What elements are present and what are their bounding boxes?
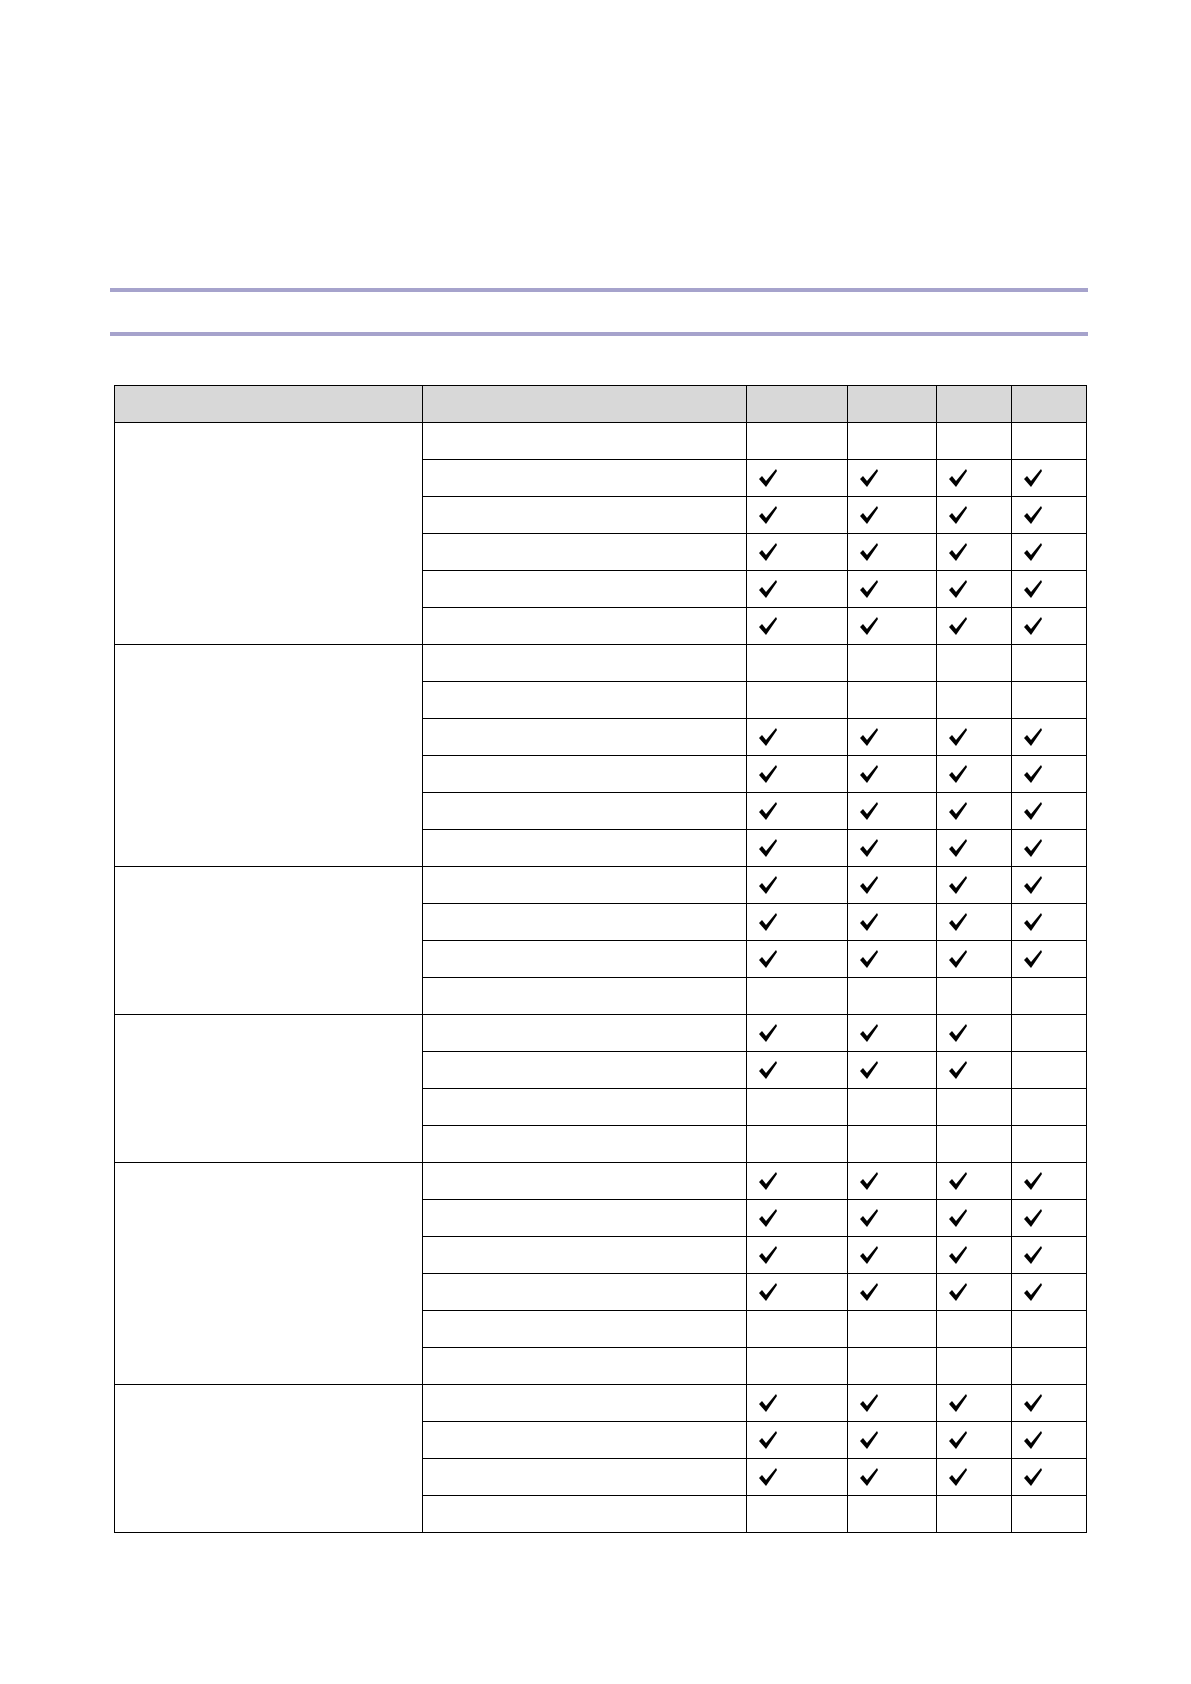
check-icon (937, 1059, 1011, 1081)
support-cell (848, 1015, 937, 1052)
support-cell (1012, 793, 1087, 830)
support-cell (1012, 608, 1087, 645)
table-row (115, 1385, 1087, 1422)
support-cell (848, 793, 937, 830)
check-icon (747, 1429, 847, 1451)
header-cell-model-3 (937, 386, 1012, 423)
check-icon (848, 1392, 936, 1414)
support-cell (848, 978, 937, 1015)
support-cell (1012, 1163, 1087, 1200)
check-icon (848, 467, 936, 489)
check-icon (848, 1207, 936, 1229)
support-cell (937, 1459, 1012, 1496)
support-cell (747, 1015, 848, 1052)
check-icon (1012, 911, 1086, 933)
check-icon (747, 1466, 847, 1488)
check-icon (1012, 1281, 1086, 1303)
support-cell (937, 682, 1012, 719)
item-label-cell (423, 1200, 747, 1237)
support-cell (747, 682, 848, 719)
check-icon (747, 578, 847, 600)
check-icon (848, 1429, 936, 1451)
support-cell (747, 534, 848, 571)
check-icon (747, 800, 847, 822)
support-cell (937, 1496, 1012, 1533)
item-label-cell (423, 608, 747, 645)
check-icon (747, 1170, 847, 1192)
support-cell (747, 978, 848, 1015)
check-icon (747, 615, 847, 637)
item-label-cell (423, 793, 747, 830)
item-label-cell (423, 1459, 747, 1496)
check-icon (1012, 800, 1086, 822)
support-cell (848, 1274, 937, 1311)
check-icon (937, 615, 1011, 637)
check-icon (937, 1429, 1011, 1451)
item-label-cell (423, 978, 747, 1015)
check-icon (747, 541, 847, 563)
table-row (115, 1163, 1087, 1200)
check-icon (937, 1392, 1011, 1414)
support-cell (848, 867, 937, 904)
support-cell (1012, 1348, 1087, 1385)
item-label-cell (423, 682, 747, 719)
table-row (115, 867, 1087, 904)
support-cell (937, 1422, 1012, 1459)
support-cell (1012, 423, 1087, 460)
support-cell (848, 1311, 937, 1348)
check-icon (1012, 504, 1086, 526)
support-cell (1012, 1052, 1087, 1089)
check-icon (937, 948, 1011, 970)
item-label-cell (423, 460, 747, 497)
check-icon (747, 1059, 847, 1081)
check-icon (848, 800, 936, 822)
item-label-cell (423, 1348, 747, 1385)
check-icon (1012, 1207, 1086, 1229)
support-cell (937, 1274, 1012, 1311)
item-label-cell (423, 497, 747, 534)
check-icon (1012, 948, 1086, 970)
support-cell (937, 830, 1012, 867)
support-cell (1012, 571, 1087, 608)
support-cell (1012, 904, 1087, 941)
support-cell (747, 756, 848, 793)
item-label-cell (423, 1274, 747, 1311)
support-cell (937, 608, 1012, 645)
support-cell (1012, 1200, 1087, 1237)
support-cell (747, 1163, 848, 1200)
item-label-cell (423, 904, 747, 941)
support-cell (1012, 830, 1087, 867)
check-icon (848, 874, 936, 896)
check-icon (1012, 726, 1086, 748)
support-cell (937, 1348, 1012, 1385)
support-cell (747, 645, 848, 682)
support-cell (848, 460, 937, 497)
support-cell (937, 1163, 1012, 1200)
support-cell (1012, 1015, 1087, 1052)
support-cell (937, 793, 1012, 830)
support-cell (747, 1348, 848, 1385)
support-cell (747, 497, 848, 534)
support-cell (848, 1089, 937, 1126)
header-cell-model-4 (1012, 386, 1087, 423)
support-cell (937, 941, 1012, 978)
check-icon (747, 1207, 847, 1229)
check-icon (1012, 467, 1086, 489)
support-cell (747, 1200, 848, 1237)
header-rule-bottom (110, 332, 1088, 336)
support-cell (747, 1422, 848, 1459)
item-label-cell (423, 645, 747, 682)
support-cell (747, 1237, 848, 1274)
check-icon (747, 1244, 847, 1266)
item-label-cell (423, 867, 747, 904)
check-icon (848, 1022, 936, 1044)
check-icon (848, 1466, 936, 1488)
support-cell (937, 756, 1012, 793)
header-cell-item (423, 386, 747, 423)
table-row (115, 423, 1087, 460)
item-label-cell (423, 719, 747, 756)
support-cell (848, 1385, 937, 1422)
support-cell (937, 1052, 1012, 1089)
support-cell (1012, 460, 1087, 497)
support-cell (848, 756, 937, 793)
group-label-cell (115, 1015, 423, 1163)
check-icon (1012, 541, 1086, 563)
support-cell (848, 497, 937, 534)
header-cell-category (115, 386, 423, 423)
check-icon (747, 763, 847, 785)
check-icon (747, 467, 847, 489)
check-icon (848, 578, 936, 600)
support-cell (1012, 756, 1087, 793)
group-label-cell (115, 645, 423, 867)
check-icon (848, 504, 936, 526)
check-icon (747, 911, 847, 933)
support-cell (937, 460, 1012, 497)
support-cell (1012, 682, 1087, 719)
check-icon (848, 1170, 936, 1192)
check-icon (1012, 1429, 1086, 1451)
item-label-cell (423, 423, 747, 460)
support-cell (937, 1089, 1012, 1126)
check-icon (937, 1170, 1011, 1192)
support-cell (747, 1385, 848, 1422)
check-icon (937, 541, 1011, 563)
check-icon (937, 763, 1011, 785)
support-cell (1012, 645, 1087, 682)
table-row (115, 1015, 1087, 1052)
check-icon (1012, 763, 1086, 785)
group-label-cell (115, 1385, 423, 1533)
item-label-cell (423, 1126, 747, 1163)
feature-matrix-table (114, 385, 1087, 1533)
support-cell (937, 1126, 1012, 1163)
check-icon (937, 467, 1011, 489)
check-icon (937, 837, 1011, 859)
check-icon (848, 1059, 936, 1081)
item-label-cell (423, 1052, 747, 1089)
check-icon (1012, 1244, 1086, 1266)
item-label-cell (423, 1385, 747, 1422)
support-cell (848, 1348, 937, 1385)
support-cell (1012, 1237, 1087, 1274)
support-cell (1012, 1126, 1087, 1163)
check-icon (1012, 874, 1086, 896)
support-cell (747, 1089, 848, 1126)
check-icon (937, 726, 1011, 748)
support-cell (848, 1422, 937, 1459)
check-icon (937, 1244, 1011, 1266)
support-cell (747, 904, 848, 941)
check-icon (1012, 837, 1086, 859)
group-label-cell (115, 423, 423, 645)
support-cell (937, 1200, 1012, 1237)
support-cell (747, 941, 848, 978)
support-cell (1012, 534, 1087, 571)
support-cell (848, 1200, 937, 1237)
support-cell (747, 719, 848, 756)
check-icon (937, 800, 1011, 822)
item-label-cell (423, 1089, 747, 1126)
support-cell (937, 867, 1012, 904)
item-label-cell (423, 571, 747, 608)
support-cell (747, 867, 848, 904)
item-label-cell (423, 941, 747, 978)
item-label-cell (423, 1163, 747, 1200)
support-cell (1012, 719, 1087, 756)
support-cell (747, 1496, 848, 1533)
header-cell-model-2 (848, 386, 937, 423)
support-cell (747, 793, 848, 830)
support-cell (848, 1459, 937, 1496)
support-cell (848, 423, 937, 460)
support-cell (747, 423, 848, 460)
check-icon (937, 1466, 1011, 1488)
support-cell (1012, 1274, 1087, 1311)
support-cell (1012, 1422, 1087, 1459)
check-icon (1012, 578, 1086, 600)
check-icon (747, 1392, 847, 1414)
support-cell (1012, 1459, 1087, 1496)
check-icon (747, 1022, 847, 1044)
support-cell (1012, 1496, 1087, 1533)
item-label-cell (423, 534, 747, 571)
support-cell (937, 978, 1012, 1015)
support-cell (848, 608, 937, 645)
support-cell (848, 571, 937, 608)
support-cell (937, 1237, 1012, 1274)
check-icon (747, 726, 847, 748)
support-cell (937, 571, 1012, 608)
check-icon (937, 1207, 1011, 1229)
support-cell (747, 830, 848, 867)
support-cell (747, 571, 848, 608)
check-icon (747, 504, 847, 526)
support-cell (848, 1496, 937, 1533)
check-icon (848, 837, 936, 859)
support-cell (1012, 1385, 1087, 1422)
check-icon (848, 911, 936, 933)
support-cell (848, 1126, 937, 1163)
check-icon (937, 1281, 1011, 1303)
support-cell (848, 1237, 937, 1274)
support-cell (937, 645, 1012, 682)
support-cell (1012, 1311, 1087, 1348)
check-icon (937, 504, 1011, 526)
check-icon (848, 726, 936, 748)
check-icon (1012, 1392, 1086, 1414)
support-cell (937, 904, 1012, 941)
group-label-cell (115, 1163, 423, 1385)
check-icon (747, 1281, 847, 1303)
check-icon (747, 948, 847, 970)
group-label-cell (115, 867, 423, 1015)
check-icon (747, 874, 847, 896)
check-icon (937, 1022, 1011, 1044)
check-icon (848, 1281, 936, 1303)
support-cell (937, 423, 1012, 460)
support-cell (747, 1459, 848, 1496)
support-cell (1012, 867, 1087, 904)
support-cell (848, 534, 937, 571)
support-cell (1012, 941, 1087, 978)
support-cell (848, 682, 937, 719)
check-icon (848, 541, 936, 563)
check-icon (848, 1244, 936, 1266)
support-cell (937, 1015, 1012, 1052)
item-label-cell (423, 1422, 747, 1459)
check-icon (848, 948, 936, 970)
support-cell (1012, 1089, 1087, 1126)
support-cell (937, 719, 1012, 756)
check-icon (1012, 1170, 1086, 1192)
check-icon (848, 615, 936, 637)
item-label-cell (423, 1311, 747, 1348)
support-cell (747, 608, 848, 645)
support-cell (848, 830, 937, 867)
support-cell (747, 1126, 848, 1163)
check-icon (747, 837, 847, 859)
check-icon (848, 763, 936, 785)
support-cell (1012, 497, 1087, 534)
item-label-cell (423, 1015, 747, 1052)
support-cell (747, 1311, 848, 1348)
support-cell (1012, 978, 1087, 1015)
item-label-cell (423, 1237, 747, 1274)
table-header-row (115, 386, 1087, 423)
support-cell (848, 904, 937, 941)
item-label-cell (423, 756, 747, 793)
header-cell-model-1 (747, 386, 848, 423)
header-rule-top (110, 288, 1088, 292)
check-icon (937, 911, 1011, 933)
check-icon (937, 578, 1011, 600)
support-cell (848, 1052, 937, 1089)
check-icon (1012, 1466, 1086, 1488)
check-icon (937, 874, 1011, 896)
support-cell (848, 941, 937, 978)
support-cell (747, 1274, 848, 1311)
support-cell (848, 719, 937, 756)
check-icon (1012, 615, 1086, 637)
support-cell (848, 1163, 937, 1200)
item-label-cell (423, 1496, 747, 1533)
support-cell (937, 497, 1012, 534)
support-cell (848, 645, 937, 682)
support-cell (937, 534, 1012, 571)
support-cell (747, 460, 848, 497)
item-label-cell (423, 830, 747, 867)
table-row (115, 645, 1087, 682)
support-cell (747, 1052, 848, 1089)
support-cell (937, 1311, 1012, 1348)
support-cell (937, 1385, 1012, 1422)
